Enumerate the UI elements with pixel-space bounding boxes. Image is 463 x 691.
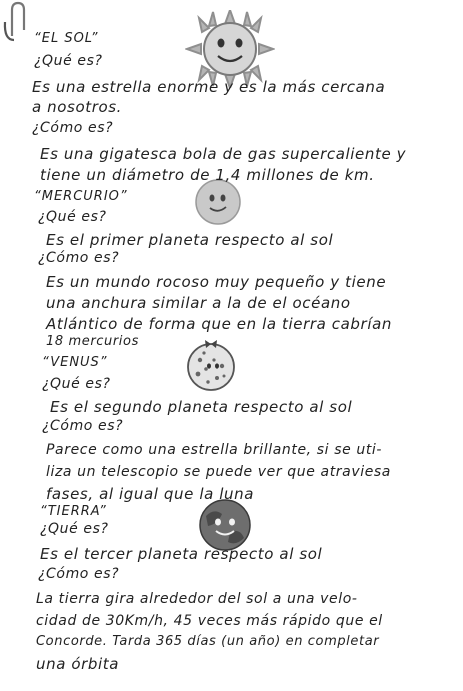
mercury-answer-how-line-2: una anchura similar a la de el océano xyxy=(46,294,351,312)
venus-answer-how-line-3: fases, al igual que la luna xyxy=(46,485,255,503)
earth-heading: “TIERRA” xyxy=(40,504,107,519)
earth-drawing xyxy=(196,498,254,552)
mercury-answer-how-line-3: Atlántico de forma que en la tierra cabrían xyxy=(46,315,392,333)
earth-answer-what: Es el tercer planeta respecto al sol xyxy=(40,545,323,563)
mercury-answer-what: Es el primer planeta respecto al sol xyxy=(46,231,334,249)
earth-question-how: ¿Cómo es? xyxy=(38,566,120,582)
sun-answer-what-line-1: Es una estrella enorme y es la más cercana xyxy=(32,78,386,96)
sun-answer-how-line-1: Es una gigatesca bola de gas supercaliente y xyxy=(40,145,407,163)
earth-answer-how-line-1: La tierra gira alrededor del sol a una velo- xyxy=(36,591,358,607)
venus-question-how: ¿Cómo es? xyxy=(42,418,124,434)
earth-answer-how-line-4: una órbita xyxy=(36,655,120,673)
earth-answer-how-line-2: cidad de 30Km/h, 45 veces más rápido que el xyxy=(36,613,383,629)
sun-drawing xyxy=(185,10,275,88)
venus-answer-how-line-1: Parece como una estrella brillante, si se uti- xyxy=(46,442,383,458)
earth-answer-how-line-3: Concorde. Tarda 365 días (un año) en completar xyxy=(36,634,380,649)
earth-question-what: ¿Qué es? xyxy=(40,521,109,537)
sun-question-what: ¿Qué es? xyxy=(34,53,103,69)
sun-heading: “EL SOL” xyxy=(34,31,99,46)
mercury-answer-how-line-1: Es un mundo rocoso muy pequeño y tiene xyxy=(46,273,387,291)
venus-answer-what: Es el segundo planeta respecto al sol xyxy=(50,398,353,416)
mercury-question-how: ¿Cómo es? xyxy=(38,250,120,266)
mercury-answer-how-line-4: 18 mercurios xyxy=(46,334,139,349)
sun-answer-how-line-2: tiene un diámetro de 1,4 millones de km. xyxy=(40,166,375,184)
sun-answer-what-line-2: a nosotros. xyxy=(32,98,123,116)
venus-drawing xyxy=(184,338,238,392)
venus-answer-how-line-2: liza un telescopio se puede ver que atraviesa xyxy=(46,464,391,480)
mercury-question-what: ¿Qué es? xyxy=(38,209,107,225)
mercury-drawing xyxy=(192,178,244,226)
venus-heading: “VENUS” xyxy=(42,355,108,370)
sun-question-how: ¿Cómo es? xyxy=(32,120,114,136)
venus-question-what: ¿Qué es? xyxy=(42,376,111,392)
mercury-heading: “MERCURIO” xyxy=(34,189,128,204)
